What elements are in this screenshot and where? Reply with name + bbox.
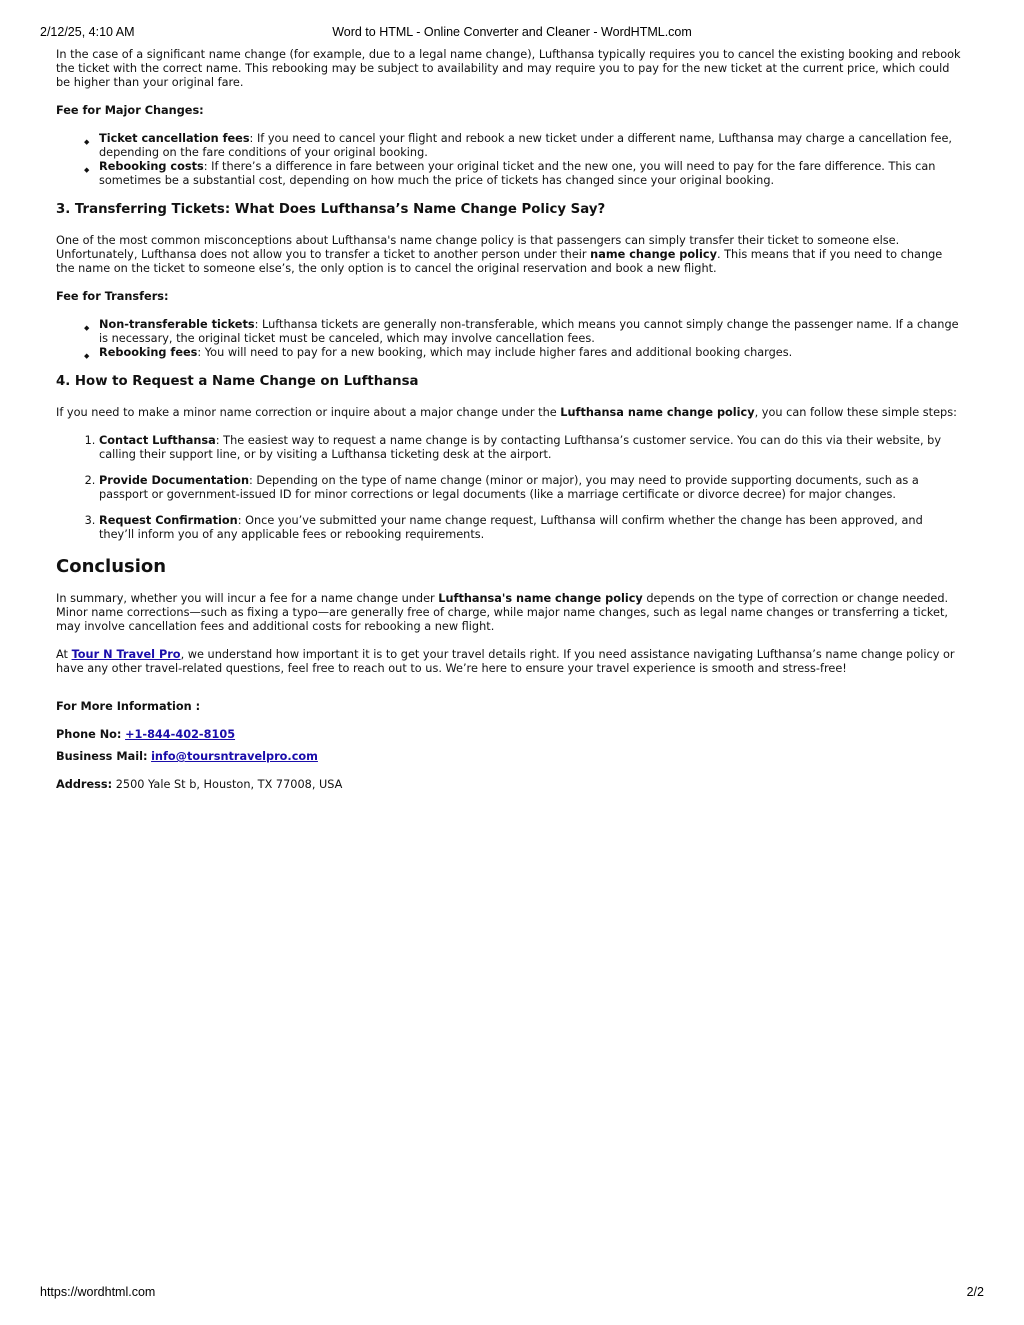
text-run: In summary, whether you will incur a fee for a name change under: [56, 592, 439, 605]
contact-address: [56, 778, 961, 792]
transfer-fees-list: [56, 318, 961, 360]
list-item-term: Rebooking costs: [99, 160, 204, 173]
intro-paragraph: In the case of a significant name change (for example, due to a legal name change), Lufthansa typically requires you to cancel the existing booking and rebook the ticket with the correct name. This rebooking may be subject to availability and may require you to pay for the new ticket at the current price, which could be higher than your original fare.: [56, 48, 961, 89]
print-datetime: 2/12/25, 4:10 AM: [40, 25, 135, 39]
contact-mail: [56, 750, 961, 764]
conclusion-paragraph-1: [56, 592, 961, 634]
list-item-term: Rebooking fees: [99, 346, 198, 359]
print-page-number: 2/2: [966, 1285, 984, 1299]
document-content: [56, 48, 961, 800]
conclusion-paragraph-2: [56, 648, 961, 676]
step-item: [99, 514, 961, 542]
step-text: : The easiest way to request a name change is by contacting Lufthansa’s customer service. You can do this via their website, by calling their support line, or by visiting a Lufthansa ticketing desk at the airport.: [99, 434, 942, 461]
contact-phone: [56, 728, 961, 742]
contact-heading-text: For More Information :: [56, 700, 201, 713]
request-paragraph: [56, 406, 961, 420]
step-item: [99, 434, 961, 462]
spacer: [56, 690, 961, 700]
text-bold: Lufthansa's name change policy: [438, 592, 643, 605]
text-run: depends on the type of correction or change needed. Minor name corrections—such as fixing a typo—are generally free of charge, while major name changes, such as legal name changes or transferring a ticket, may involve cancellation fees and additional costs for rebooking a new flight.: [56, 592, 949, 633]
phone-link[interactable]: +1-844-402-8105: [125, 728, 236, 741]
print-footer: [40, 1285, 984, 1301]
step-term: Request Confirmation: [99, 514, 238, 527]
step-text: : Once you’ve submitted your name change request, Lufthansa will confirm whether the change has been approved, and they’ll inform you of any applicable fees or rebooking requirements.: [99, 514, 923, 541]
step-text: : Depending on the type of name change (minor or major), you may need to provide supporting documents, such as a passport or government-issued ID for minor corrections or legal documents (like a marriage certificate or divorce decree) for major changes.: [99, 474, 919, 501]
section-heading-transferring: 3. Transferring Tickets: What Does Lufthansa’s Name Change Policy Say?: [56, 202, 606, 217]
text-run: . This means that if you need to change the name on the ticket to someone else’s, the only option is to cancel the original reservation and book a new flight.: [56, 248, 943, 275]
list-item: [99, 346, 961, 360]
list-item-text: : If there’s a difference in fare between your original ticket and the new one, you will need to pay for the fare difference. This can sometimes be a substantial cost, depending on how much the price of tickets has changed since your original booking.: [99, 160, 936, 187]
list-item-text: : You will need to pay for a new booking, which may include higher fares and additional booking charges.: [197, 346, 793, 359]
text-run: If you need to make a minor name correction or inquire about a major change under the: [56, 406, 561, 419]
text-run: One of the most common misconceptions about Lufthansa's name change policy is that passengers can simply transfer their ticket to someone else. Unfortunately, Lufthansa does not allow you to transfer a ticket to another person under their: [56, 234, 900, 261]
transfer-paragraph: [56, 234, 961, 276]
major-fees-label: Fee for Major Changes:: [56, 104, 204, 117]
list-item: [99, 160, 961, 188]
text-run: , you can follow these simple steps:: [754, 406, 957, 419]
print-page-title: Word to HTML - Online Converter and Cleaner - WordHTML.com: [332, 25, 692, 39]
request-steps-list: [56, 434, 961, 542]
conclusion-heading: Conclusion: [56, 556, 167, 577]
section-heading-request: 4. How to Request a Name Change on Lufthansa: [56, 374, 419, 389]
text-bold: Lufthansa name change policy: [560, 406, 755, 419]
text-run: At: [56, 648, 72, 661]
contact-heading: [56, 700, 961, 714]
phone-label: Phone No:: [56, 728, 122, 741]
list-item: [99, 318, 961, 346]
address-label: Address:: [56, 778, 113, 791]
print-header: [40, 25, 984, 41]
text-bold: name change policy: [590, 248, 717, 261]
mail-label: Business Mail:: [56, 750, 148, 763]
text-run: , we understand how important it is to get your travel details right. If you need assistance navigating Lufthansa’s name change policy or have any other travel-related questions, feel free to reach out to us. We’re here to ensure your travel experience is smooth and stress-free!: [56, 648, 955, 675]
step-item: [99, 474, 961, 502]
list-item-text: : If you need to cancel your flight and rebook a new ticket under a different name, Lufthansa may charge a cancellation fee, depending on the fare conditions of your original booking.: [99, 132, 952, 159]
list-item: [99, 132, 961, 160]
list-item-term: Non-transferable tickets: [99, 318, 255, 331]
step-term: Provide Documentation: [99, 474, 249, 487]
transfer-fees-label: Fee for Transfers:: [56, 290, 169, 303]
address-text: 2500 Yale St b, Houston, TX 77008, USA: [115, 778, 343, 791]
step-term: Contact Lufthansa: [99, 434, 216, 447]
tour-n-travel-pro-link[interactable]: Tour N Travel Pro: [71, 648, 181, 661]
major-fees-list: [56, 132, 961, 188]
email-link[interactable]: info@toursntravelpro.com: [151, 750, 318, 763]
print-url: https://wordhtml.com: [40, 1285, 156, 1299]
list-item-term: Ticket cancellation fees: [99, 132, 250, 145]
list-item-text: : Lufthansa tickets are generally non-transferable, which means you cannot simply change the passenger name. If a change is necessary, the original ticket must be canceled, which may involve cancellation fees.: [99, 318, 959, 345]
